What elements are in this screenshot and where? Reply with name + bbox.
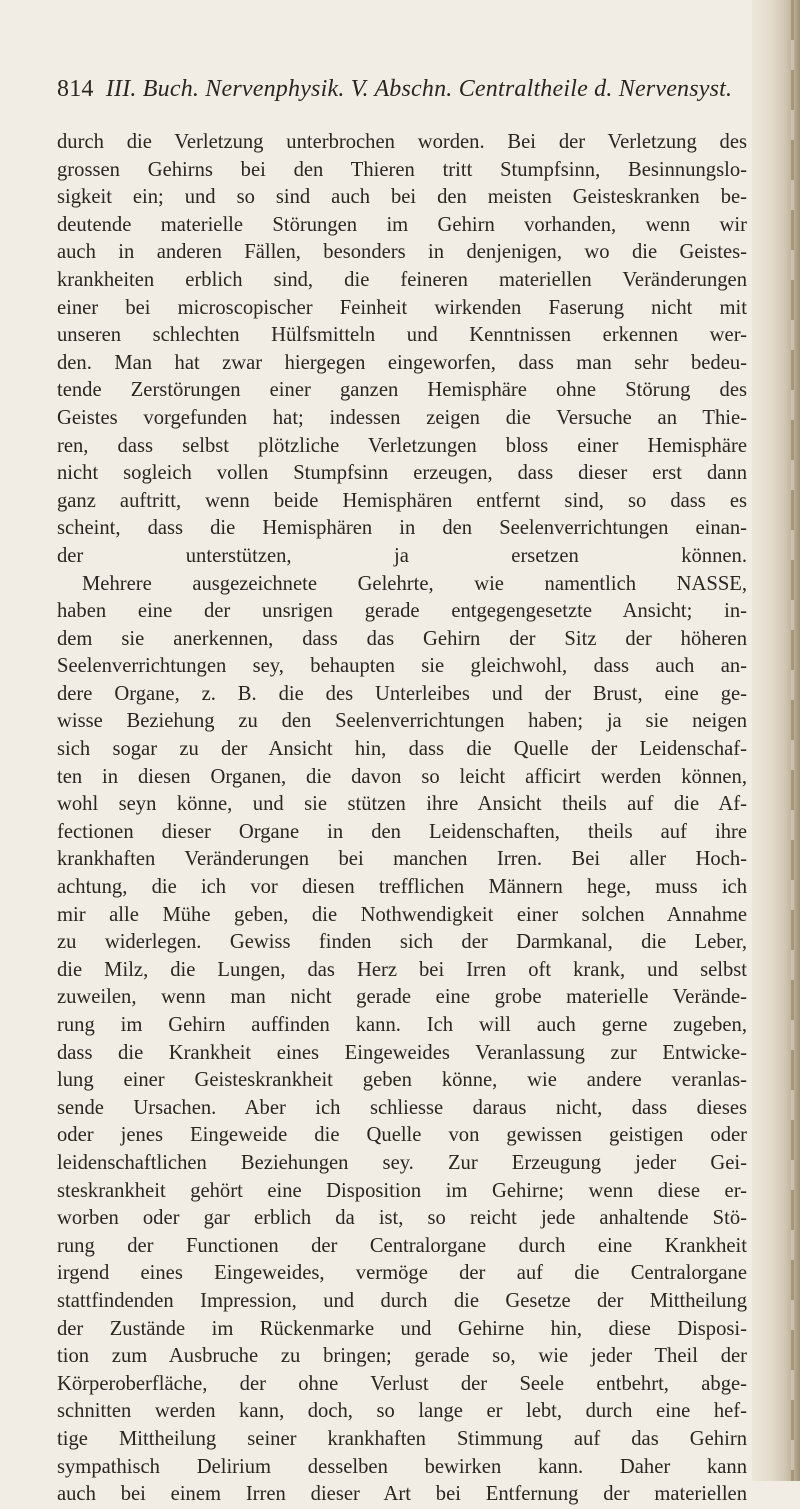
text-line: scheint, dass die Hemisphären in den Seelenverrichtungen einan-	[57, 517, 747, 540]
text-line: tende Zerstörungen einer ganzen Hemisphäre ohne Störung des	[57, 379, 747, 402]
text-line: stattfindenden Impression, und durch die Gesetze der Mittheilung	[57, 1289, 747, 1312]
text-line: zuweilen, wenn man nicht gerade eine grobe materielle Verände-	[57, 986, 747, 1009]
text-line: zu widerlegen. Gewiss finden sich der Darmkanal, die Leber,	[57, 931, 747, 954]
page-number: 814	[57, 76, 94, 102]
text-line: einer bei microscopischer Feinheit wirkenden Faserung nicht mit	[57, 296, 747, 319]
text-line: wohl seyn könne, und sie stützen ihre Ansicht theils auf die Af-	[57, 793, 747, 816]
text-line: Körperoberfläche, der ohne Verlust der Seele entbehrt, abge-	[57, 1372, 747, 1395]
text-line: fectionen dieser Organe in den Leidenschaften, theils auf ihre	[57, 820, 747, 843]
text-line: lung einer Geisteskrankheit geben könne, wie andere veranlas-	[57, 1069, 747, 1092]
body-text	[57, 129, 747, 1509]
text-line: ganz auftritt, wenn beide Hemisphären entfernt sind, so dass es	[57, 489, 747, 512]
text-line: achtung, die ich vor diesen trefflichen Männern hege, muss ich	[57, 876, 747, 899]
text-line: auch bei einem Irren dieser Art bei Entfernung der materiellen	[57, 1483, 747, 1506]
text-line: schnitten werden kann, doch, so lange er lebt, durch eine hef-	[57, 1400, 747, 1423]
text-line: dass die Krankheit eines Eingeweides Veranlassung zur Entwicke-	[57, 1041, 747, 1064]
text-line: Mehrere ausgezeichnete Gelehrte, wie namentlich NASSE,	[82, 572, 747, 595]
text-line: tige Mittheilung seiner krankhaften Stimmung auf das Gehirn	[57, 1427, 747, 1450]
text-line: tion zum Ausbruche zu bringen; gerade so, wie jeder Theil der	[57, 1345, 747, 1368]
text-line: worben oder gar erblich da ist, so reicht jede anhaltende Stö-	[57, 1207, 747, 1230]
text-line: deutende materielle Störungen im Gehirn vorhanden, wenn wir	[57, 213, 747, 236]
text-line: ren, dass selbst plötzliche Verletzungen bloss einer Hemisphäre	[57, 434, 747, 457]
text-line: ten in diesen Organen, die davon so leicht afficirt werden können,	[57, 765, 747, 788]
text-line: steskrankheit gehört eine Disposition im Gehirne; wenn diese er-	[57, 1179, 747, 1202]
text-line: unseren schlechten Hülfsmitteln und Kenntnissen erkennen wer-	[57, 324, 747, 347]
book-page-edge	[752, 0, 800, 1481]
running-title: III. Buch. Nervenphysik. V. Abschn. Centraltheile d. Nervensyst.	[105, 76, 733, 102]
text-line: krankhaften Veränderungen bei manchen Irren. Bei aller Hoch-	[57, 848, 747, 871]
text-line: Geistes vorgefunden hat; indessen zeigen die Versuche an Thie-	[57, 406, 747, 429]
running-header	[57, 76, 747, 103]
text-line: mir alle Mühe geben, die Nothwendigkeit einer solchen Annahme	[57, 903, 747, 926]
text-line: der unterstützen, ja ersetzen können.	[57, 544, 747, 567]
text-line: leidenschaftlichen Beziehungen sey. Zur Erzeugung jeder Gei-	[57, 1151, 747, 1174]
text-line: auch in anderen Fällen, besonders in denjenigen, wo die Geistes-	[57, 241, 747, 264]
text-line: sende Ursachen. Aber ich schliesse daraus nicht, dass dieses	[57, 1096, 747, 1119]
text-line: grossen Gehirns bei den Thieren tritt Stumpfsinn, Besinnungslo-	[57, 158, 747, 181]
text-line: haben eine der unsrigen gerade entgegengesetzte Ansicht; in-	[57, 600, 747, 623]
text-line: rung der Functionen der Centralorgane durch eine Krankheit	[57, 1234, 747, 1257]
text-line: der Zustände im Rückenmarke und Gehirne hin, diese Disposi-	[57, 1317, 747, 1340]
text-line: sympathisch Delirium desselben bewirken kann. Daher kann	[57, 1455, 747, 1478]
text-line: krankheiten erblich sind, die feineren materiellen Veränderungen	[57, 268, 747, 291]
text-line: wisse Beziehung zu den Seelenverrichtungen haben; ja sie neigen	[57, 710, 747, 733]
text-line: durch die Verletzung unterbrochen worden. Bei der Verletzung des	[57, 131, 747, 153]
text-line: die Milz, die Lungen, das Herz bei Irren oft krank, und selbst	[57, 958, 747, 981]
text-line: dem sie anerkennen, dass das Gehirn der Sitz der höheren	[57, 627, 747, 650]
text-line: irgend eines Eingeweides, vermöge der auf die Centralorgane	[57, 1262, 747, 1285]
text-line: nicht sogleich vollen Stumpfsinn erzeugen, dass dieser erst dann	[57, 462, 747, 485]
text-line: oder jenes Eingeweide die Quelle von gewissen geistigen oder	[57, 1124, 747, 1147]
text-line: rung im Gehirn auffinden kann. Ich will auch gerne zugeben,	[57, 1014, 747, 1036]
text-line: den. Man hat zwar hiergegen eingeworfen, dass man sehr bedeu-	[57, 351, 747, 374]
text-line: sigkeit ein; und so sind auch bei den meisten Geisteskranken be-	[57, 186, 747, 209]
text-line: dere Organe, z. B. die des Unterleibes und der Brust, eine ge-	[57, 682, 747, 705]
text-line: Seelenverrichtungen sey, behaupten sie gleichwohl, dass auch an-	[57, 655, 747, 678]
text-line: sich sogar zu der Ansicht hin, dass die Quelle der Leidenschaf-	[57, 738, 747, 761]
